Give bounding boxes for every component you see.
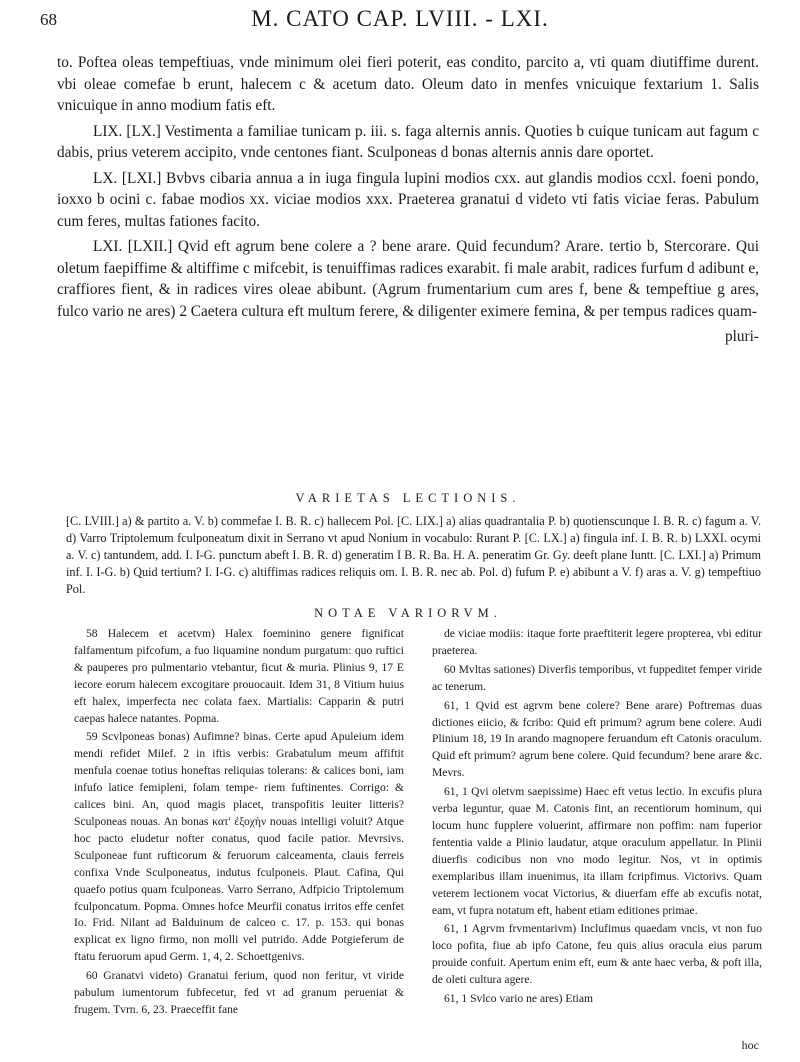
page-number: 68	[40, 10, 57, 29]
note: 61, 1 Qvid est agrvm bene colere? Bene arare) Poftremas duas dictiones eiicio, & fcribo: Quid eft primum? agrum bene colere. Audi Plinium 18, 19 In arando magnopere feruandum eft Catonis oraculum. Quid eft primum? agrum bene colere. Quid fecundum? bene arare &c. Mevrs.	[432, 698, 762, 780]
note: 58 Halecem et acetvm) Halex foeminino genere fignificat falfamentum pifcofum, a fuo liquamine nondum purgatum: quo ruftici & pauperes pro pulmentario vtebantur, ficut & muria. Plinius 9, 17 E iecore eorum halecem excogitare prouocauit. Idem 31, 8 Vitium huius eft halex, imperfecta nec colata faex. Martialis: Capparin & putri caepas halece natantes. Popma.	[74, 627, 404, 725]
page-header	[30, 6, 770, 36]
main-paragraph: LX. [LXI.] Bvbvs cibaria annua a in iuga fingula lupini modios cxx. aut glandis modios ccxl. foeni pondo, ioxxo b ocini c. fabae modios xx. viciae modios xxx. Praeterea granatui d videto vti fatis viciae feras. Pabulum cum feres, multas fationes facito.	[57, 169, 759, 230]
notes-columns	[74, 626, 764, 1046]
note: 61, 1 Agrvm frvmentarivm) Inclufimus quaedam vncis, vt non fuo loco pofita, fiue ab ipfo Catone, feu quis alius oracula eius parum prouide confuit. Apertum enim eft, eum & ante haec verba, & poft illa, de oleti cultura agere.	[432, 922, 762, 987]
note: 61, 1 Svlco vario ne ares) Etiam	[444, 992, 594, 1006]
note: 59 Scvlponeas bonas) Aufimne? binas. Certe apud Apuleium idem mendi refidet Milef. 2 in iftis verbis: Grabatulum meum affiftit menfula coenae totius honeftas reliquias tolerans: & calices boni, iam infufo latice femipleni, folam tempe- riem fuftinentes. Corrigo: & calices bini. An, quod magis placet, transpofitis leuiter litteris? Sculponeas nouas. An bonas κατ' ἐξοχὴν nouas intelligi voluit? Atque hoc pacto eludetur nofter conatus, quod facile patior. Mevrsivs. Sculponeae funt rufticorum & feruorum calceamenta, clauis ferreis confixa Vnde Sculponeatus, indutus fculponeis. Plaut. Cafina, Qui quaefo potius quam fculponeas. Varro Serrano, Adfpicio Triptolemum fculponcatum. Popma. Omnes hofce Meurfii conatus irritos effe cenfet Io. Frid. Nilant ad Balduinum de calceo c. 17. p. 153. qui bonas explicat ex ligno firmo, non molli vel putrido. Adde Potgieferum de ftatu feruorum apud Germ. 1, 4, 2. Schoettgenivs.	[74, 730, 404, 964]
notes-left-column	[74, 626, 404, 1021]
variants-heading: VARIETAS LECTIONIS.	[295, 491, 521, 505]
notes-right-column	[432, 626, 762, 1010]
note: 60 Mvltas sationes) Diverfis temporibus, vt fuppeditet femper viride ac tenerum.	[432, 662, 762, 693]
variants-apparatus	[66, 513, 761, 598]
main-paragraph: to. Poftea oleas tempeftiuas, vnde minimum olei fieri poterit, eas condito, parcito a, vti quam diutiffime durent. vbi oleae comefae b erunt, halecem c & acetum dato. Oleum dato in menfes vnicuique fextarium 1. Salis vnicuique in anno modium fatis eft.	[57, 54, 759, 114]
note: 61, 1 Qvi oletvm saepissime) Haec eft vetus lectio. In excufis plura verba leguntur, quae M. Catonis fint, an recentiorum hominum, qui locum hunc fupplere voluerint, affirmare non poffim: nam fuperior fententia valde a Plinio laudatur, atque oraculum appellatur. In Plinii diuerfis codicibus non vno modo legitur. Nos, vt in optimis exemplaribus illam inuenimus, ita illam fcripfimus. Victorivs. Quam veterem lectionem vocat Victorius, & diuerfam effe ab excufis notat, eam, vt fupra notatum eft, habent etiam editiones primae.	[432, 785, 762, 917]
variants-text: [C. LVIII.] a) & partito a. V. b) commefae I. B. R. c) hallecem Pol. [C. LIX.] a) alias quadrantalia P. b) quotienscunque I. B. R. c) fagum a. V. d) Varro Triptolemum fculponeatum dixit in Serrano vt apud Nonium in vocabulo: Rurant P. [C. LX.] a) fingula inf. I. B. R. b) LXXI. ocymi a. V. c) tantundem, add. I. I-G. punctum abeft I. B. R. d) generatim I B. R. Ba. H. A. peneratim Gr. Gy. deeft plane Iuntt. [C. LXI.] a) Primum inf. I. I-G. b) Quid tertium? I. I-G. c) altiffimas radices reliquis om. I. B. R. nec ab. Pol. d) fufum P. e) abibunt a V. f) aras a. V. g) tempeftiuo Pol.	[66, 514, 761, 596]
page-catchword: hoc	[741, 1038, 759, 1052]
note: 60 Granatvi videto) Granatui ferium, quod non feritur, vt viride pabulum iumentorum fubfecetur, fed vt ad granum perueniat & frugem. Tvrn. 6, 23. Praeceffit fane	[74, 969, 404, 1016]
main-text	[57, 52, 759, 348]
main-catchword: pluri-	[725, 328, 759, 345]
note: de viciae modiis: itaque forte praeftiterit legere propterea, vbi editur praeterea.	[432, 627, 762, 657]
main-paragraph: LXI. [LXII.] Qvid eft agrum bene colere a ? bene arare. Quid fecundum? Arare. tertio b, Stercorare. Qui oletum faepiffime & altiffime c mifcebit, is tenuiffimas radices exarabit. fi male arabit, radices furfum d adibunt e, craffiores fient, & in radices vires oleae abibunt. (Agrum frumentarium cum ares f, bene & tempeftiue g ares, fulco vario ne ares) 2 Caetera cultura eft multum ferere, & diligenter eximere femina, & per tempus radices quam-	[57, 238, 759, 320]
main-paragraph: LIX. [LX.] Vestimenta a familiae tunicam p. iii. s. faga alternis annis. Quoties b cuique tunicam aut fagum c dabis, prius veterem accipito, vnde centones fiant. Sculponeas d bonas alternis annis dare oportet.	[57, 122, 759, 161]
notes-heading: NOTAE VARIORVM.	[314, 606, 502, 620]
running-head: M. CATO CAP. LVIII. - LXI.	[251, 6, 549, 31]
